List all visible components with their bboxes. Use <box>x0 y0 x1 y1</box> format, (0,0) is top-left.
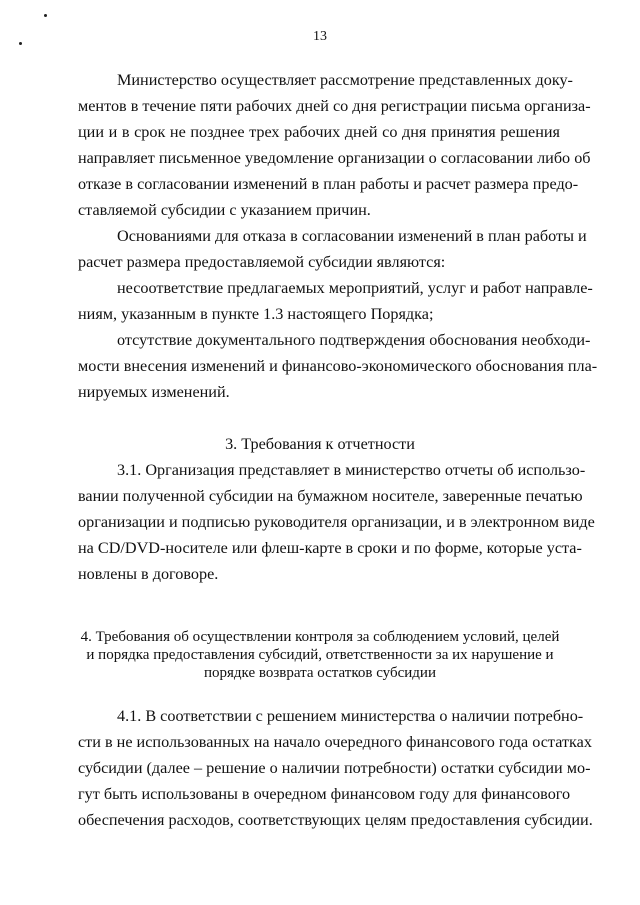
paragraph-line: на CD/DVD-носителе или флеш-карте в сроки и по форме, которые уста- <box>78 539 582 557</box>
page-number: 13 <box>313 29 327 44</box>
section-4-heading: и порядка предоставления субсидий, ответственности за их нарушение и <box>86 647 554 663</box>
paragraph-line: ниям, указанным в пункте 1.3 настоящего Порядка; <box>78 305 434 323</box>
paragraph-line: ментов в течение пяти рабочих дней со дня регистрации письма организа- <box>78 97 591 115</box>
paragraph-line: 3.1. Организация представляет в министерство отчеты об использо- <box>117 461 586 479</box>
scan-speck <box>44 14 47 17</box>
paragraph-line: Министерство осуществляет рассмотрение представленных доку- <box>117 71 573 89</box>
section-3-heading: 3. Требования к отчетности <box>225 435 415 453</box>
section-4-heading: 4. Требования об осуществлении контроля за соблюдением условий, целей <box>80 629 560 645</box>
paragraph-line: Основаниями для отказа в согласовании изменений в план работы и <box>117 227 587 245</box>
paragraph-line: ставляемой субсидии с указанием причин. <box>78 201 371 219</box>
paragraph-line: новлены в договоре. <box>78 565 219 583</box>
paragraph-line: несоответствие предлагаемых мероприятий, услуг и работ направле- <box>117 279 593 297</box>
paragraph-line: вании полученной субсидии на бумажном носителе, заверенные печатью <box>78 487 583 505</box>
section-4-heading: порядке возврата остатков субсидии <box>203 665 436 681</box>
paragraph-line: субсидии (далее – решение о наличии потребности) остатки субсидии мо- <box>78 759 591 777</box>
paragraph-line: гут быть использованы в очередном финансовом году для финансового <box>78 785 571 803</box>
paragraph-line: отсутствие документального подтверждения обоснования необходи- <box>117 331 591 349</box>
paragraph-line: сти в не использованных на начало очередного финансового года остатках <box>78 733 592 751</box>
paragraph-line: расчет размера предоставляемой субсидии являются: <box>78 253 446 271</box>
paragraph-line: нируемых изменений. <box>78 383 230 401</box>
paragraph-line: организации и подписью руководителя организации, и в электронном виде <box>78 513 595 531</box>
paragraph-line: направляет письменное уведомление организации о согласовании либо об <box>78 149 591 167</box>
paragraph-line: отказе в согласовании изменений в план работы и расчет размера предо- <box>78 175 579 193</box>
paragraph-line: ции и в срок не позднее трех рабочих дней со дня принятия решения <box>78 123 560 141</box>
paragraph-line: мости внесения изменений и финансово-экономического обоснования пла- <box>78 357 598 375</box>
paragraph-line: 4.1. В соответствии с решением министерства о наличии потребно- <box>117 707 584 725</box>
paragraph-line: обеспечения расходов, соответствующих целям предоставления субсидии. <box>78 811 593 829</box>
